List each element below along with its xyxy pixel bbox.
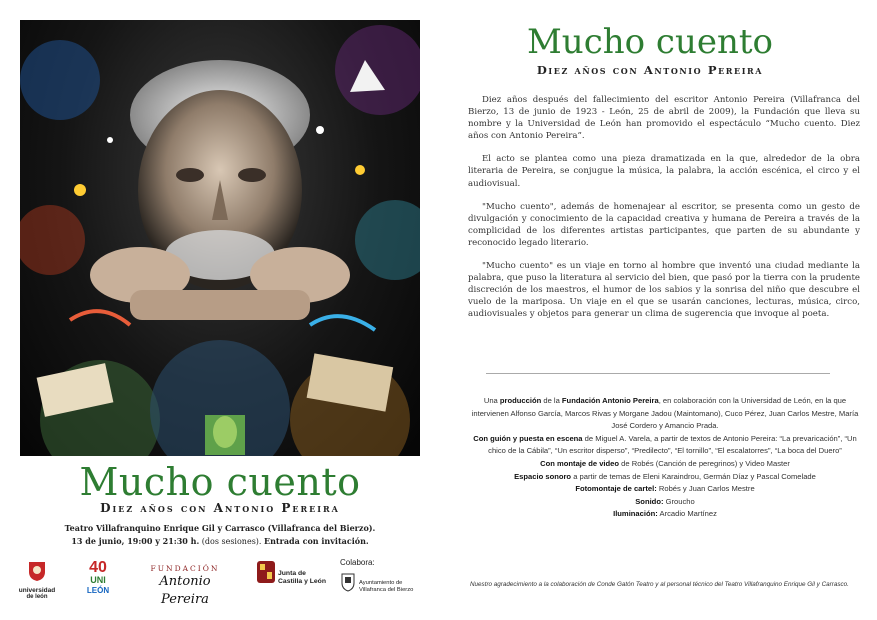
paragraph-4: "Mucho cuento" es un viaje en torno al hombre que inventó una ciudad mediante la palabra, que puso la literatura al servicio del bien, que pasó por la tierra con la prudente discreción de los maestros, el humor de los sabios y la sonrisa del niño que descubre el vuelo de la mariposa. Un viaje en el que se usarán canciones, lecturas, música, circo, audiovisuales y objetos para generar un clima de sugerencia que invoque al poeta. (468, 261, 860, 320)
ule-line2: de león (26, 594, 48, 600)
ule-logo (14, 560, 60, 601)
credit-production: Una producción de la Fundación Antonio Pereira, en colaboración con la Universidad de León, en la que intervienen Alfonso García, Marcos Rivas y Morgane Jadou (Maintomano), Cuco Pérez, Juan Carlos Mestre, María José Cordero y Amancio Prada. (471, 396, 859, 431)
portrait-collage (20, 20, 420, 456)
ayto-line2: Villafranca del Bierzo (359, 587, 414, 593)
ayto-line1: Ayuntamiento de (359, 580, 403, 586)
anniv-number: 40 (89, 559, 107, 576)
credit-sound: Sonido: Groucho (635, 496, 695, 506)
credit-lighting: Iluminación: Arcadio Martínez (613, 509, 717, 519)
paragraph-1: Diez años después del fallecimiento del escritor Antonio Pereira (Villafranca del Bierzo, 13 de junio de 1923 - León, 25 de abril de 2009), la Fundación que lleva su nombre y la Universidad de León han promovido el espectáculo “Mucho cuento. Diez años con Antonio Pereira”. (468, 95, 860, 142)
poster-title: Mucho cuento (79, 460, 361, 504)
anniv-line1: UNI (90, 575, 106, 585)
credit-poster-photo: Fotomontaje de cartel: Robés y Juan Carlos Mestre (575, 484, 755, 494)
anniversary-logo (78, 560, 118, 596)
jcyl-shield-icon (256, 560, 276, 584)
credit-video: Con montaje de video de Robés (Canción de peregrinos) y Video Master (540, 458, 790, 468)
credits-block (470, 395, 860, 521)
jcyl-line1: Junta de (278, 570, 306, 577)
sessions-note: (dos sesiones). (201, 537, 262, 546)
jcyl-line2: Castilla y León (278, 578, 326, 585)
foundation-label: FUNDACIÓN (150, 564, 220, 573)
section-divider (486, 373, 830, 374)
anniv-line2: LEÓN (86, 586, 110, 595)
credit-script: Con guión y puesta en escena de Miguel A. Varela, a partir de textos de Antonio Pereira: “La prevaricación”, “Un chico de la Cábila”, “Un escritor disperso”, “Predilecto”, “El tornillo”, “El escalatorres”, “La boca del Duero” (473, 433, 857, 456)
article-subtitle: Diez años con Antonio Pereira (536, 63, 764, 77)
ayto-crest-icon (340, 572, 356, 592)
paragraph-3: "Mucho cuento", además de homenajear al escritor, se presenta como un gesto de divulgación y conocimiento de la capacidad creativa y humana de Pereira a través de la complicidad de los diferentes artistas participantes, que parten de su abundante y reconocido legado literario. (468, 201, 860, 248)
poster-venue (20, 522, 420, 548)
acknowledgements: Nuestro agradecimiento a la colaboración de Conde Gatón Teatro y al personal técnico del Teatro Villafranquino Enrique Gil y Carrasco. (470, 581, 849, 588)
venue-line: Teatro Villafranquino Enrique Gil y Carrasco (Villafranca del Bierzo). (64, 523, 376, 533)
foundation-signature: Antonio Pereira (159, 574, 211, 607)
poster-image (20, 20, 420, 456)
ule-shield-icon (26, 560, 48, 582)
collaborator-logo (340, 558, 450, 593)
invitation-note: Entrada con invitación. (264, 536, 369, 546)
poster-subtitle: Diez años con Antonio Pereira (100, 501, 340, 515)
paragraph-2: El acto se plantea como una pieza dramatizada en la que, alrededor de la obra literaria de Pereira, se conjugue la música, la palabra, la acción escénica, el circo y el audiovisual. (468, 154, 860, 189)
ule-line1: universidad (18, 587, 56, 594)
foundation-logo (135, 564, 235, 609)
article-body (468, 94, 860, 332)
date-line: 13 de junio, 19:00 y 21:30 h. (71, 536, 200, 546)
colabora-label: Colabora: (340, 558, 375, 567)
credit-sound-space: Espacio sonoro a partir de temas de Eleni Karaindrou, Germán Díaz y Pascal Comelade (514, 471, 816, 481)
article-title: Mucho cuento (526, 22, 774, 62)
